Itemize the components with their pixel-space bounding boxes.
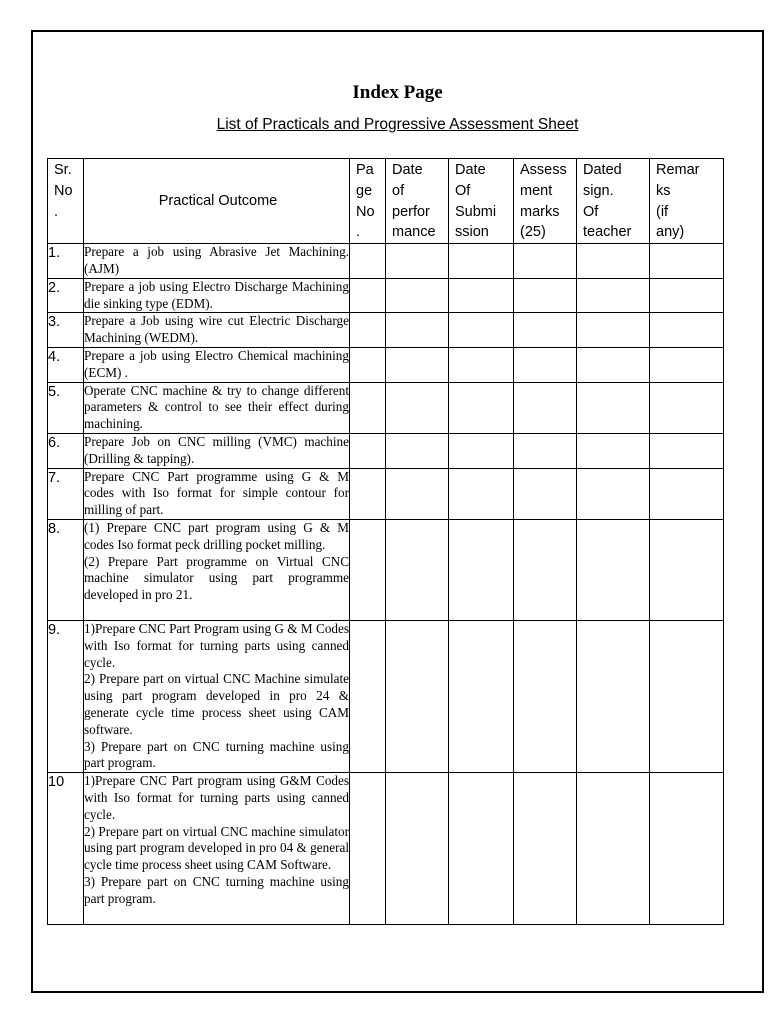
date-performance-cell <box>386 382 449 433</box>
header-line: marks <box>520 203 560 220</box>
header-line: sign. <box>583 182 614 199</box>
header-line: Pa <box>356 162 374 178</box>
sr-no-cell: 2. <box>48 278 84 313</box>
date-submission-cell <box>449 244 514 279</box>
table-row <box>48 773 724 925</box>
header-remarks <box>650 159 724 244</box>
outcome-text: 1)Prepare CNC Part program using G&M Codes with Iso format for turning parts using canned cycle. <box>84 773 349 822</box>
header-line: Date <box>392 162 423 178</box>
date-submission-cell <box>449 433 514 468</box>
header-practical-outcome <box>84 159 350 244</box>
header-line: Practical Outcome <box>158 193 278 210</box>
remarks-cell <box>650 347 724 382</box>
page-no-cell <box>350 382 386 433</box>
table-row <box>48 433 724 468</box>
header-line: Dated <box>583 162 622 178</box>
assessment-marks-cell <box>514 433 577 468</box>
header-page-no <box>350 159 386 244</box>
dated-sign-cell <box>577 433 650 468</box>
date-performance-cell <box>386 519 449 620</box>
outcome-text: (2) Prepare Part programme on Virtual CNC machine simulator using part programme developed in pro 21. <box>84 553 349 603</box>
sr-no-cell: 6. <box>48 433 84 468</box>
assessment-marks-cell <box>514 278 577 313</box>
table-row <box>48 519 724 620</box>
page-no-cell <box>350 278 386 313</box>
sr-no-cell: 5. <box>48 382 84 433</box>
header-line: . <box>54 203 59 220</box>
remarks-cell <box>650 244 724 279</box>
header-assessment-marks <box>514 159 577 244</box>
subtitle-text: List of Practicals and Progressive Assessment Sheet <box>216 116 579 133</box>
header-line: Remar <box>656 162 700 178</box>
date-performance-cell <box>386 278 449 313</box>
sr-no-cell: 9. <box>48 620 84 772</box>
page-title: Index Page <box>352 82 443 103</box>
practical-outcome-cell <box>84 278 350 313</box>
header-line: ge <box>356 182 373 199</box>
header-line: any) <box>656 224 685 241</box>
dated-sign-cell <box>577 468 650 519</box>
date-performance-cell <box>386 433 449 468</box>
sr-no-cell: 8. <box>48 519 84 620</box>
header-line: Submi <box>455 203 497 220</box>
outcome-text: 1)Prepare CNC Part Program using G & M Codes with Iso format for turning parts using canned cycle. <box>84 620 349 670</box>
header-date-performance <box>386 159 449 244</box>
header-line: Of <box>583 203 599 220</box>
header-line: No <box>356 203 375 220</box>
dated-sign-cell <box>577 313 650 348</box>
page-subtitle <box>31 116 764 134</box>
header-line: ssion <box>455 224 489 241</box>
remarks-cell <box>650 278 724 313</box>
dated-sign-cell <box>577 347 650 382</box>
outcome-text: Prepare a Job using wire cut Electric Discharge Machining (WEDM). <box>84 313 349 346</box>
practical-outcome-cell <box>84 620 350 772</box>
practical-outcome-cell <box>84 313 350 348</box>
outcome-text: Operate CNC machine & try to change different parameters & control to see their effect during machining. <box>84 382 349 432</box>
date-submission-cell <box>449 313 514 348</box>
outcome-text: Prepare a job using Abrasive Jet Machining. (AJM) <box>84 244 349 276</box>
table-row <box>48 468 724 519</box>
practical-outcome-cell <box>84 244 350 279</box>
date-submission-cell <box>449 278 514 313</box>
header-line: Date <box>455 162 486 178</box>
assessment-marks-cell <box>514 244 577 279</box>
date-submission-cell <box>449 519 514 620</box>
date-submission-cell <box>449 620 514 772</box>
header-line: ment <box>520 182 553 199</box>
page-no-cell <box>350 244 386 279</box>
page-no-cell <box>350 519 386 620</box>
header-line: of <box>392 182 405 199</box>
table-row <box>48 620 724 772</box>
date-submission-cell <box>449 773 514 925</box>
sr-no-cell: 3. <box>48 313 84 348</box>
table-row <box>48 244 724 279</box>
header-line: No <box>54 182 73 199</box>
outcome-text: 3) Prepare part on CNC turning machine using part program. <box>84 873 349 906</box>
header-line: Of <box>455 182 471 199</box>
sr-no-cell: 7. <box>48 468 84 519</box>
page-no-cell <box>350 347 386 382</box>
date-performance-cell <box>386 773 449 925</box>
dated-sign-cell <box>577 773 650 925</box>
dated-sign-cell <box>577 620 650 772</box>
remarks-cell <box>650 773 724 925</box>
header-line: (25) <box>520 224 546 241</box>
table-row <box>48 347 724 382</box>
outcome-text: Prepare CNC Part programme using G & M codes with Iso format for simple contour for milling of part. <box>84 468 349 518</box>
sr-no-cell: 1. <box>48 244 84 279</box>
table-header-row <box>48 159 724 244</box>
header-line: teacher <box>583 224 632 241</box>
practical-outcome-cell <box>84 347 350 382</box>
dated-sign-cell <box>577 244 650 279</box>
assessment-marks-cell <box>514 347 577 382</box>
table-row <box>48 313 724 348</box>
table-row <box>48 278 724 313</box>
date-submission-cell <box>449 382 514 433</box>
assessment-marks-cell <box>514 382 577 433</box>
table-row <box>48 382 724 433</box>
outcome-text: Prepare a job using Electro Chemical machining (ECM) . <box>84 347 349 380</box>
page-no-cell <box>350 773 386 925</box>
assessment-marks-cell <box>514 313 577 348</box>
header-line: . <box>356 224 361 241</box>
page-no-cell <box>350 433 386 468</box>
header-line: perfor <box>392 203 430 220</box>
remarks-cell <box>650 620 724 772</box>
header-dated-sign <box>577 159 650 244</box>
remarks-cell <box>650 433 724 468</box>
sr-no-cell: 10 <box>48 773 84 925</box>
header-line: Sr. <box>54 162 72 178</box>
assessment-marks-cell <box>514 773 577 925</box>
header-date-submission <box>449 159 514 244</box>
header-line: Assess <box>520 162 567 178</box>
outcome-text: 2) Prepare part on virtual CNC Machine simulate using part program developed in pro 24 & generate cycle time process sheet using CAM software. <box>84 671 349 737</box>
dated-sign-cell <box>577 519 650 620</box>
practical-outcome-cell <box>84 382 350 433</box>
outcome-text: 2) Prepare part on virtual CNC machine simulator using part program developed in pro 04 & general cycle time process sheet using CAM Software. <box>84 823 349 873</box>
practical-outcome-cell <box>84 468 350 519</box>
header-sr-no <box>48 159 84 244</box>
date-performance-cell <box>386 468 449 519</box>
practical-outcome-cell <box>84 433 350 468</box>
page-no-cell <box>350 313 386 348</box>
table-body <box>48 244 724 925</box>
practical-outcome-cell <box>84 519 350 620</box>
remarks-cell <box>650 382 724 433</box>
remarks-cell <box>650 468 724 519</box>
dated-sign-cell <box>577 278 650 313</box>
outcome-text: Prepare Job on CNC milling (VMC) machine (Drilling & tapping). <box>84 433 349 466</box>
outcome-text: Prepare a job using Electro Discharge Machining die sinking type (EDM). <box>84 278 349 311</box>
outcome-text: (1) Prepare CNC part program using G & M codes Iso format peck drilling pocket milling. <box>84 519 349 552</box>
remarks-cell <box>650 313 724 348</box>
date-performance-cell <box>386 244 449 279</box>
index-table <box>47 158 724 925</box>
dated-sign-cell <box>577 382 650 433</box>
header-line: (if <box>656 203 669 220</box>
assessment-marks-cell <box>514 468 577 519</box>
page-no-cell <box>350 620 386 772</box>
header-line: mance <box>392 224 436 241</box>
remarks-cell <box>650 519 724 620</box>
assessment-marks-cell <box>514 519 577 620</box>
date-performance-cell <box>386 347 449 382</box>
page-no-cell <box>350 468 386 519</box>
date-performance-cell <box>386 620 449 772</box>
assessment-marks-cell <box>514 620 577 772</box>
outcome-text: 3) Prepare part on CNC turning machine using part program. <box>84 738 349 771</box>
date-performance-cell <box>386 313 449 348</box>
header-line: ks <box>656 182 671 199</box>
practical-outcome-cell <box>84 773 350 925</box>
date-submission-cell <box>449 347 514 382</box>
sr-no-cell: 4. <box>48 347 84 382</box>
date-submission-cell <box>449 468 514 519</box>
